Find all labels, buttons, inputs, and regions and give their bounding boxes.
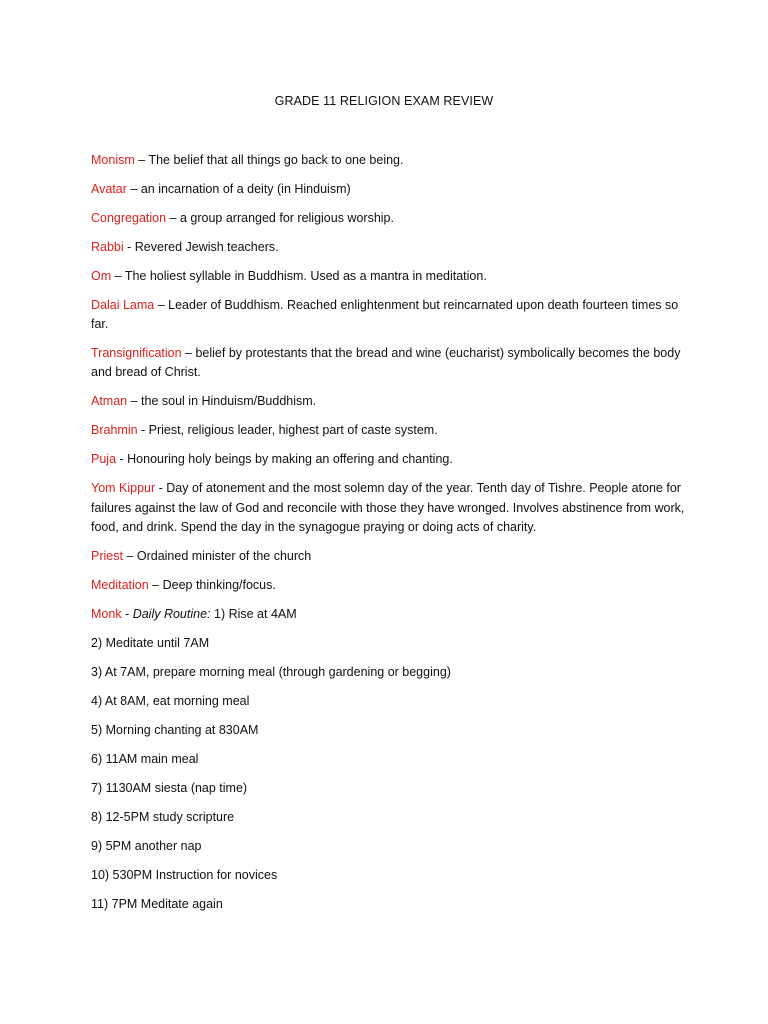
glossary-entry [91,547,691,566]
glossary-entry [91,209,691,228]
routine-step: 11) 7PM Meditate again [91,896,223,911]
glossary-term: Brahmin [91,423,138,438]
glossary-entry [91,296,691,334]
term-separator: – [134,153,149,167]
glossary-term: Puja [91,452,117,467]
term-separator: - [116,452,128,467]
glossary-term: Avatar [91,182,127,196]
glossary-definition: an incarnation of a deity (in Hinduism) [140,182,351,196]
routine-step: 3) At 7AM, prepare morning meal (through gardening or begging) [91,664,451,679]
glossary-definition: Day of atonement and the most solemn day of the year. Tenth day of Tishre. People atone for failures against the law of God and reconcile with those they have wronged. Involves abstinence from work, food, and drink. Spend the day in the synagogue praying or doing acts of charity. [91,481,685,534]
glossary-definition: The belief that all things go back to one being. [148,153,404,167]
term-separator: – [154,298,169,312]
term-separator: - [155,481,167,496]
glossary-term: Om [91,269,112,283]
glossary-definition: The holiest syllable in Buddhism. Used as a mantra in meditation. [124,269,487,283]
term-separator: – [111,269,125,283]
term-separator: – [166,211,180,225]
glossary-entry [91,238,691,257]
term-separator: – [127,394,142,409]
glossary-term: Monk [91,606,122,621]
term-separator: – [181,346,196,361]
glossary-definition: Priest, religious leader, highest part of caste system. [148,423,438,438]
glossary-definition: Revered Jewish teachers. [134,240,279,254]
term-separator: - [121,606,133,621]
document-title: GRADE 11 RELIGION EXAM REVIEW [274,94,494,108]
glossary-definition: Ordained minister of the church [136,548,312,563]
term-separator: - [123,240,135,254]
term-separator: – [126,182,141,196]
routine-step: 2) Meditate until 7AM [91,635,210,650]
glossary-definition: the soul in Hinduism/Buddhism. [141,394,317,409]
term-separator: – [148,577,163,592]
glossary-term: Rabbi [91,240,124,254]
glossary-entry [91,151,691,170]
glossary-entry [91,421,691,440]
glossary-entry [91,344,691,382]
routine-step: 1) Rise at 4AM [210,606,297,621]
glossary-entry [91,392,691,411]
routine-step: 10) 530PM Instruction for novices [91,867,278,882]
term-separator: – [122,548,137,563]
glossary-list [91,151,691,924]
glossary-term: Atman [91,394,128,409]
glossary-definition: Honouring holy beings by making an offering and chanting. [127,452,453,467]
glossary-definition: Deep thinking/focus. [162,577,276,592]
routine-step: 9) 5PM another nap [91,838,202,853]
term-separator: - [137,423,149,438]
glossary-entry [91,576,691,595]
glossary-entry [91,479,691,537]
daily-routine-label: Daily Routine: [132,606,211,621]
glossary-entry [91,180,691,199]
glossary-term: Monism [91,153,135,167]
glossary-term: Dalai Lama [91,298,155,312]
glossary-term: Yom Kippur [91,481,156,496]
glossary-entry [91,450,691,469]
glossary-entry [91,267,691,286]
routine-step: 7) 1130AM siesta (nap time) [91,780,248,795]
glossary-definition: a group arranged for religious worship. [179,211,394,225]
monk-entry [91,605,691,624]
glossary-definition: belief by protestants that the bread and wine (eucharist) symbolically becomes the body and bread of Christ. [91,346,681,380]
routine-step: 4) At 8AM, eat morning meal [91,693,250,708]
routine-step: 8) 12-5PM study scripture [91,809,235,824]
glossary-term: Meditation [91,577,149,592]
glossary-term: Congregation [91,211,167,225]
routine-step: 6) 11AM main meal [91,751,199,766]
routine-step: 5) Morning chanting at 830AM [91,722,259,737]
glossary-term: Priest [91,548,123,563]
glossary-definition: Leader of Buddhism. Reached enlightenment but reincarnated upon death fourteen times so far. [91,298,679,332]
glossary-term: Transignification [91,346,182,361]
